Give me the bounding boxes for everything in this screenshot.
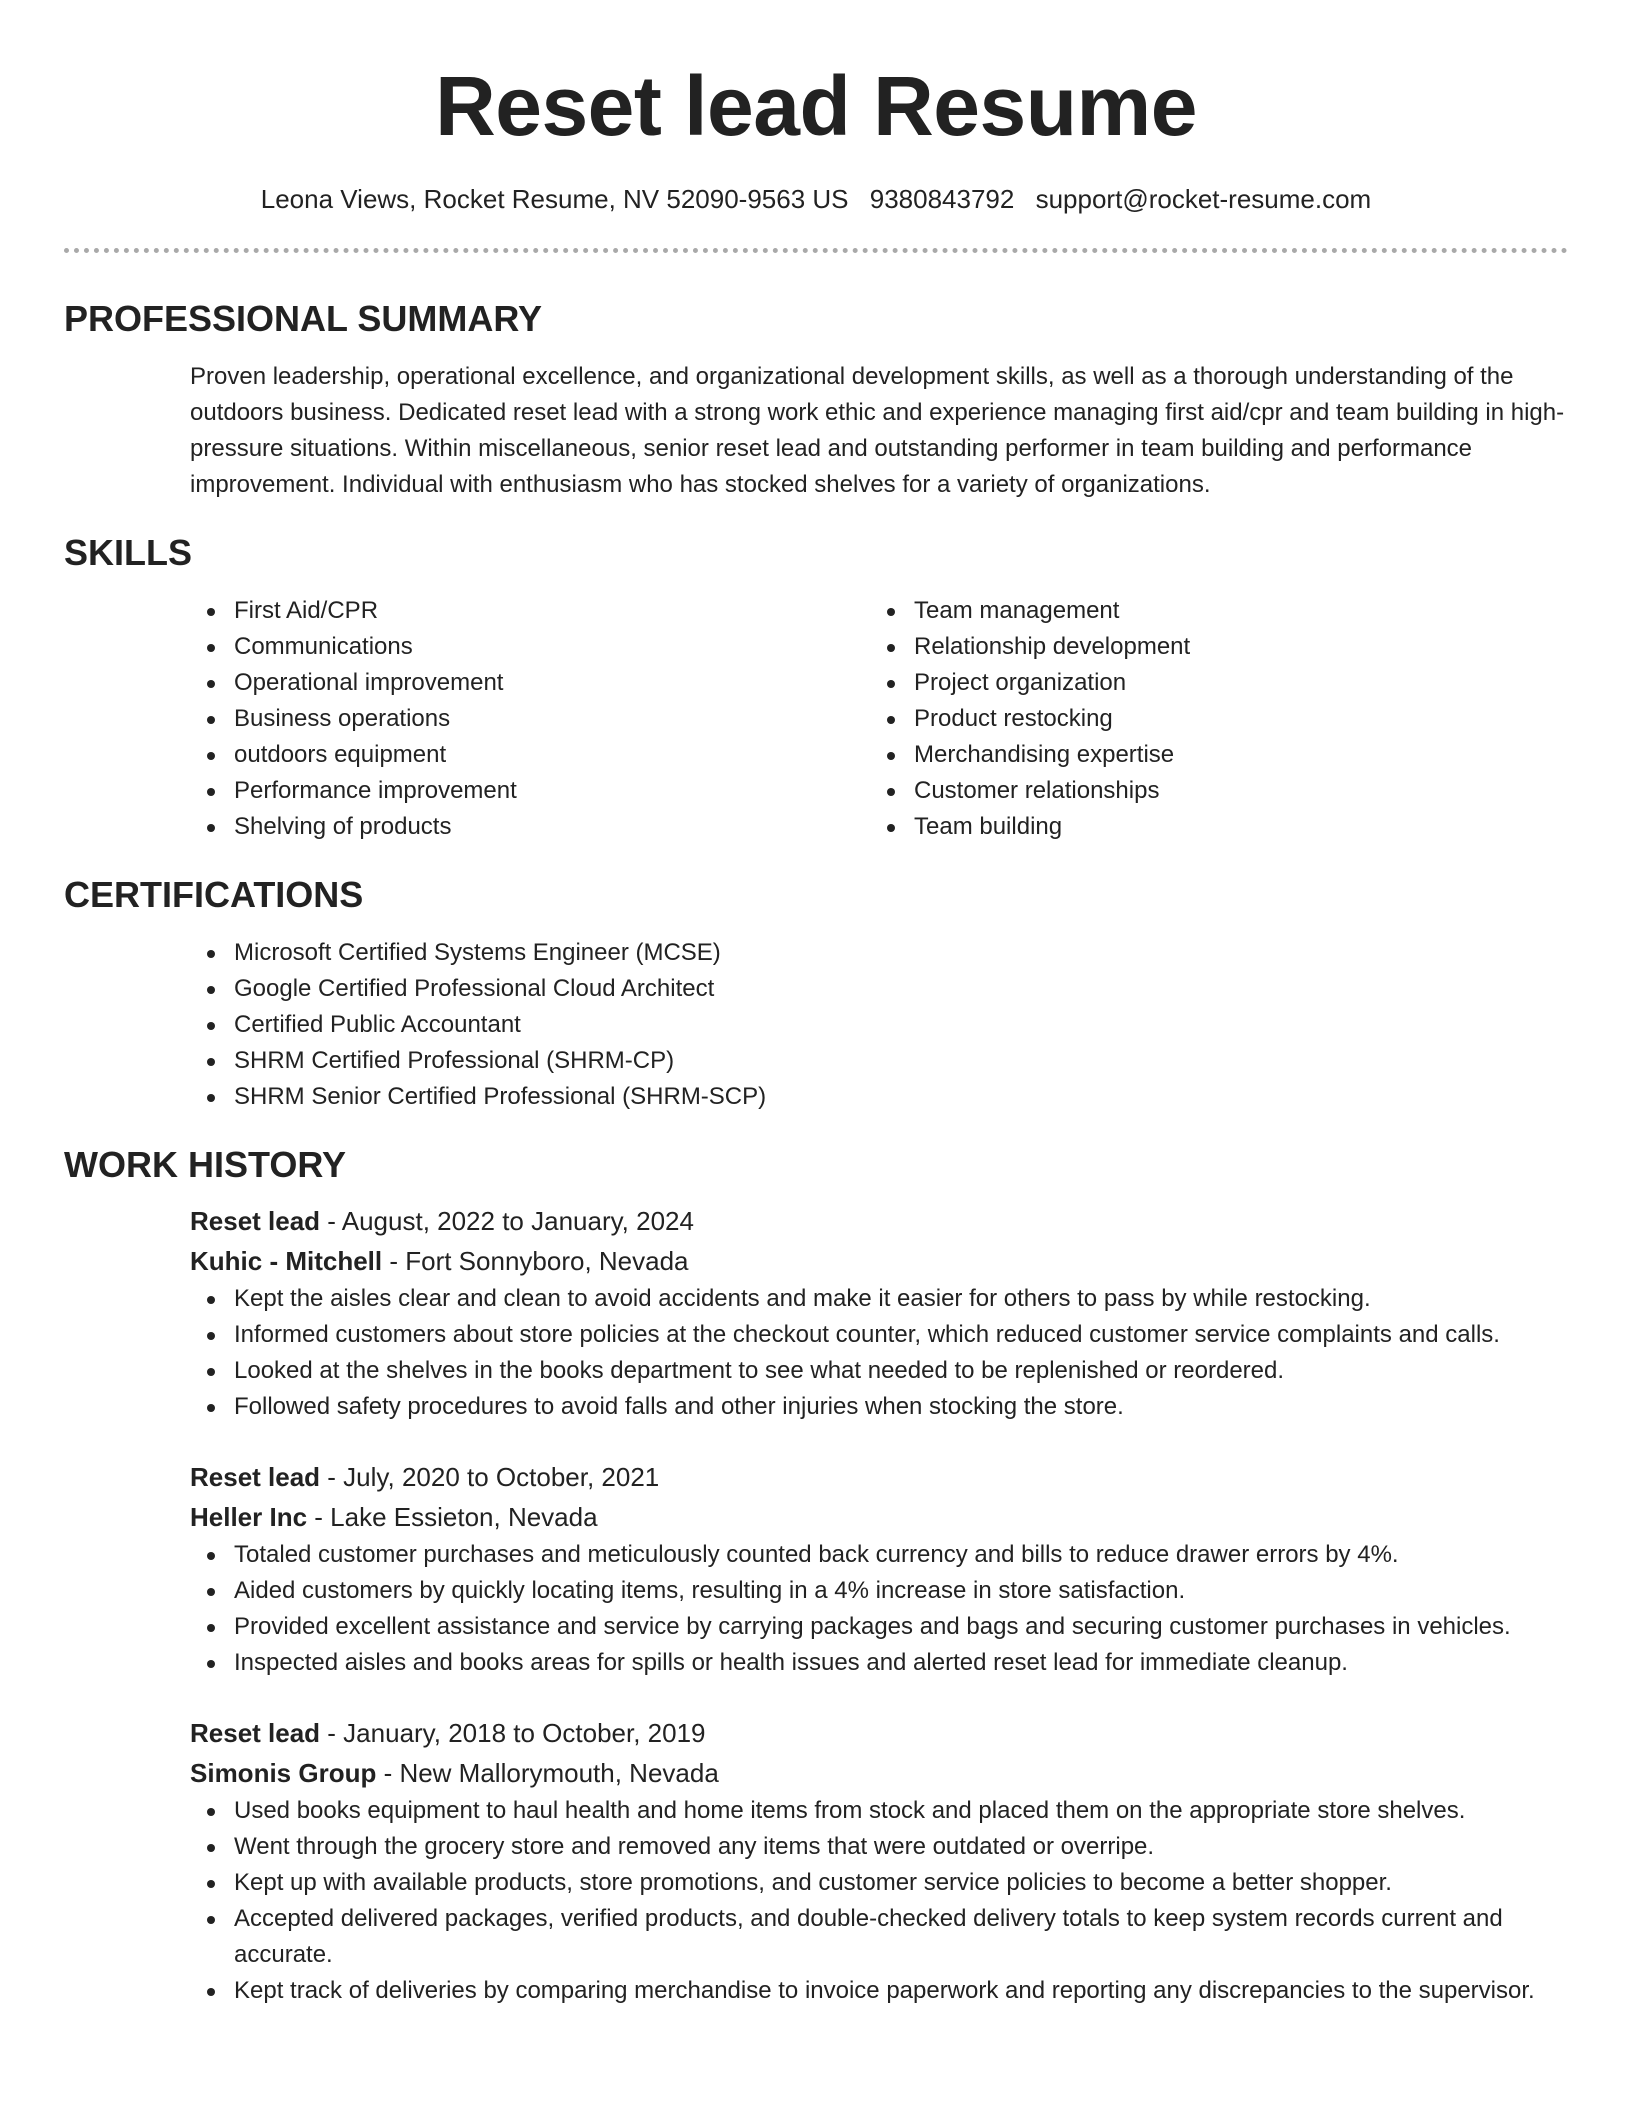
job-dates: - July, 2020 to October, 2021 [320, 1462, 660, 1492]
job-bullets [190, 1793, 1568, 2009]
job-bullet: Kept track of deliveries by comparing merchandise to invoice paperwork and reporting any discrepancies to the supervisor. [190, 1973, 1568, 2009]
job-title: Reset lead [190, 1206, 321, 1236]
skill-item: Communications [190, 629, 870, 665]
job-company-line [190, 1753, 1568, 1793]
skills-list-right [870, 593, 1568, 845]
job-bullet: Inspected aisles and books areas for spills or health issues and alerted reset lead for immediate cleanup. [190, 1645, 1568, 1681]
skill-item: Relationship development [870, 629, 1568, 665]
job-location: - New Mallorymouth, Nevada [376, 1758, 719, 1788]
skill-item: Business operations [190, 701, 870, 737]
certification-item: SHRM Senior Certified Professional (SHRM-SCP) [190, 1079, 1568, 1115]
certification-item: Microsoft Certified Systems Engineer (MCSE) [190, 935, 1568, 971]
job-entry [190, 1713, 1568, 2009]
job-bullet: Provided excellent assistance and service by carrying packages and bags and securing customer purchases in vehicles. [190, 1609, 1568, 1645]
summary-heading: PROFESSIONAL SUMMARY [64, 298, 543, 339]
job-bullet: Informed customers about store policies at the checkout counter, which reduced customer service complaints and calls. [190, 1317, 1568, 1353]
job-bullet: Used books equipment to haul health and home items from stock and placed them on the appropriate store shelves. [190, 1793, 1568, 1829]
skills-list-left [190, 593, 870, 845]
certifications-list [190, 935, 1568, 1115]
skill-item: Team management [870, 593, 1568, 629]
job-company: Simonis Group [190, 1758, 377, 1788]
certification-item: Google Certified Professional Cloud Architect [190, 971, 1568, 1007]
certifications-heading: CERTIFICATIONS [64, 874, 364, 915]
job-bullets [190, 1281, 1568, 1425]
job-bullet: Totaled customer purchases and meticulously counted back currency and bills to reduce drawer errors by 4%. [190, 1537, 1568, 1573]
certification-item: Certified Public Accountant [190, 1007, 1568, 1043]
contact-phone: 9380843792 [869, 184, 1015, 214]
job-bullet: Went through the grocery store and removed any items that were outdated or overripe. [190, 1829, 1568, 1865]
contact-line [64, 182, 1568, 216]
skill-item: Product restocking [870, 701, 1568, 737]
job-title-line [190, 1457, 1568, 1497]
job-bullet: Looked at the shelves in the books department to see what needed to be replenished or reordered. [190, 1353, 1568, 1389]
skill-item: Shelving of products [190, 809, 870, 845]
job-title: Reset lead [190, 1718, 321, 1748]
contact-email: support@rocket-resume.com [1035, 184, 1372, 214]
job-company: Heller Inc [190, 1502, 308, 1532]
resume-title: Reset lead Resume [435, 59, 1197, 153]
summary-section [64, 297, 1568, 503]
job-dates: - January, 2018 to October, 2019 [320, 1718, 706, 1748]
skills-heading: SKILLS [64, 532, 193, 573]
job-dates: - August, 2022 to January, 2024 [320, 1206, 694, 1236]
job-location: - Lake Essieton, Nevada [307, 1502, 598, 1532]
skills-section [64, 531, 1568, 845]
work-history-section [64, 1143, 1568, 2009]
job-bullet: Kept up with available products, store promotions, and customer service policies to become a better shopper. [190, 1865, 1568, 1901]
job-bullets [190, 1537, 1568, 1681]
contact-address: Leona Views, Rocket Resume, NV 52090-9563 US [260, 184, 849, 214]
job-location: - Fort Sonnyboro, Nevada [382, 1246, 689, 1276]
job-entry [190, 1457, 1568, 1681]
summary-text: Proven leadership, operational excellence, and organizational development skills, as well as a thorough understanding of the outdoors business. Dedicated reset lead with a strong work ethic and experience managing first aid/cpr and team building in high-pressure situations. Within miscellaneous, senior reset lead and outstanding performer in team building and performance improvement. Individual with enthusiasm who has stocked shelves for a variety of organizations. [190, 363, 1565, 498]
certifications-section [64, 873, 1568, 1115]
skill-item: Performance improvement [190, 773, 870, 809]
job-bullet: Followed safety procedures to avoid falls and other injuries when stocking the store. [190, 1389, 1568, 1425]
job-title-line [190, 1201, 1568, 1241]
skill-item: Operational improvement [190, 665, 870, 701]
job-company-line [190, 1497, 1568, 1537]
work-history-heading: WORK HISTORY [64, 1144, 347, 1185]
skill-item: Customer relationships [870, 773, 1568, 809]
skill-item: First Aid/CPR [190, 593, 870, 629]
job-title: Reset lead [190, 1462, 321, 1492]
job-entry [190, 1201, 1568, 1425]
job-bullet: Kept the aisles clear and clean to avoid accidents and make it easier for others to pass by while restocking. [190, 1281, 1568, 1317]
job-bullet: Accepted delivered packages, verified products, and double-checked delivery totals to keep system records current and accurate. [190, 1901, 1568, 1973]
job-title-line [190, 1713, 1568, 1753]
header-divider [64, 248, 1568, 253]
skill-item: Team building [870, 809, 1568, 845]
skill-item: Merchandising expertise [870, 737, 1568, 773]
job-bullet: Aided customers by quickly locating items, resulting in a 4% increase in store satisfaction. [190, 1573, 1568, 1609]
certification-item: SHRM Certified Professional (SHRM-CP) [190, 1043, 1568, 1079]
skill-item: Project organization [870, 665, 1568, 701]
job-company: Kuhic - Mitchell [190, 1246, 383, 1276]
job-company-line [190, 1241, 1568, 1281]
skill-item: outdoors equipment [190, 737, 870, 773]
